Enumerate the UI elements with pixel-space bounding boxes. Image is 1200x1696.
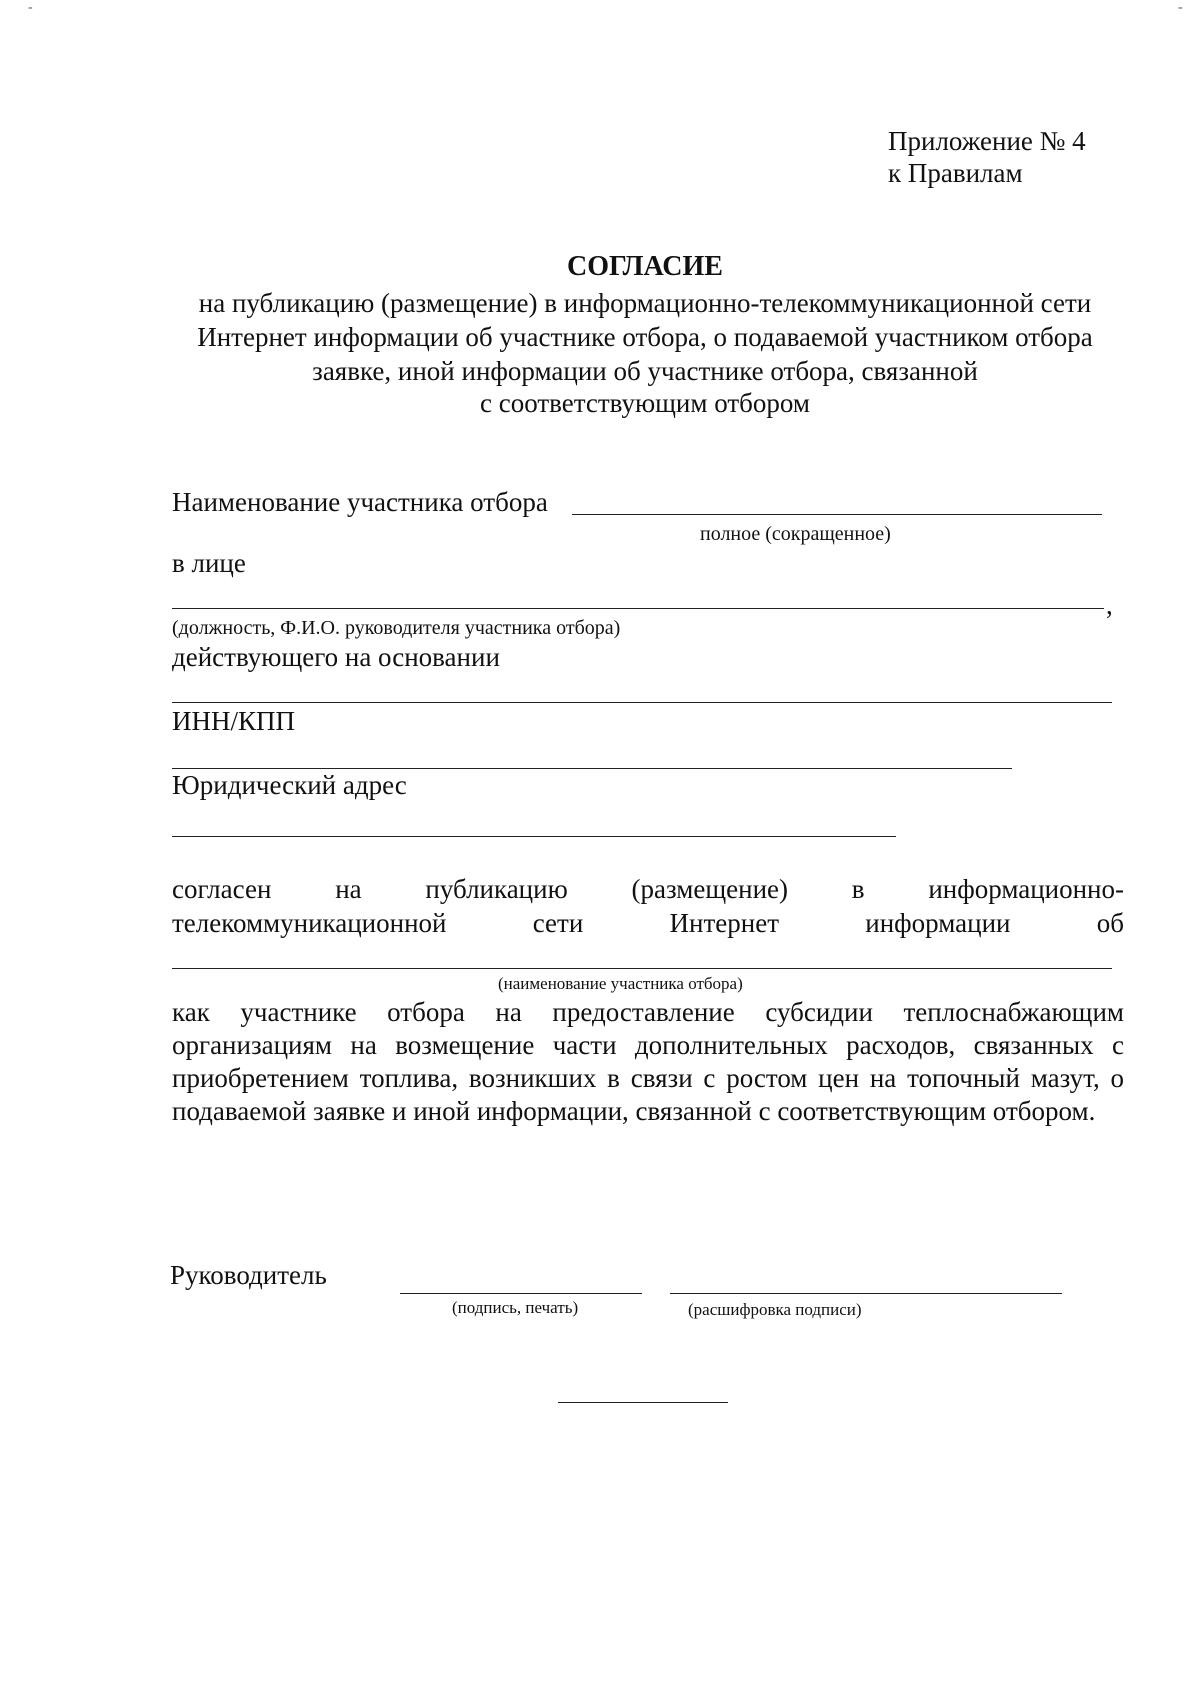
inn-label: ИНН/КПП xyxy=(172,706,296,736)
consent-paragraph: как участнике отбора на предоставление субсидии теплоснабжающим организациям на возмещение части дополнительных расходов, связанных с приобретением топлива, возникших в связи с ростом цен на топочный мазут, о подаваемой заявке и иной информации, связанной с соответствующим отбором. xyxy=(172,997,1124,1126)
title-line-4: с соответствующим отбором xyxy=(480,388,810,418)
consent-word: (размещение) xyxy=(631,874,789,904)
end-separator xyxy=(558,1402,728,1403)
acting-label: действующего на основании xyxy=(172,642,500,672)
consent-word: Интернет xyxy=(669,908,779,938)
title-line-2: Интернет информации об участнике отбора, о подаваемой участником отбора xyxy=(197,322,1093,352)
signature-decode-hint: (расшифровка подписи) xyxy=(688,1300,862,1319)
consent-word: об xyxy=(1096,908,1124,938)
consent-word: публикацию xyxy=(425,874,568,904)
signature-hint: (подпись, печать) xyxy=(452,1298,579,1317)
consent-word: сети xyxy=(532,908,584,938)
consent-word: согласен xyxy=(172,874,272,904)
address-label: Юридический адрес xyxy=(172,770,407,800)
participant-name-label: Наименование участника отбора xyxy=(172,487,548,517)
position-line[interactable] xyxy=(172,608,1104,609)
title-line-3: заявке, иной информации об участнике отбора, связанной xyxy=(312,356,978,386)
position-hint: (должность, Ф.И.О. руководителя участника отбора) xyxy=(172,617,621,639)
consent-row-1 xyxy=(172,872,1124,906)
head-label: Руководитель xyxy=(170,1260,327,1290)
signature-line[interactable] xyxy=(400,1293,642,1294)
address-line[interactable] xyxy=(172,836,896,837)
consent-word: телекоммуникационной xyxy=(172,908,447,938)
participant-name-line[interactable] xyxy=(572,514,1102,515)
appendix-rules: к Правилам xyxy=(888,158,1023,188)
consent-word: в xyxy=(851,874,865,904)
in-person-label: в лице xyxy=(172,548,246,578)
signature-decode-line[interactable] xyxy=(670,1293,1062,1294)
participant-name-hint: полное (сокращенное) xyxy=(700,523,891,545)
scan-mark-left: - xyxy=(28,0,33,15)
document-title: СОГЛАСИЕ xyxy=(567,251,723,282)
participant-name-consent-line[interactable] xyxy=(172,968,1112,969)
consent-word: информационно- xyxy=(928,874,1124,904)
position-line-comma: , xyxy=(1106,590,1113,620)
consent-row-2 xyxy=(172,906,1124,940)
consent-name-hint: (наименование участника отбора) xyxy=(498,974,743,993)
acting-line[interactable] xyxy=(172,702,1112,703)
title-line-1: на публикацию (размещение) в информационно-телекоммуникационной сети xyxy=(198,288,1092,318)
scan-mark-right: - xyxy=(1178,0,1183,15)
consent-word: информации xyxy=(865,908,1011,938)
appendix-number: Приложение № 4 xyxy=(888,126,1086,156)
consent-word: на xyxy=(335,874,362,904)
